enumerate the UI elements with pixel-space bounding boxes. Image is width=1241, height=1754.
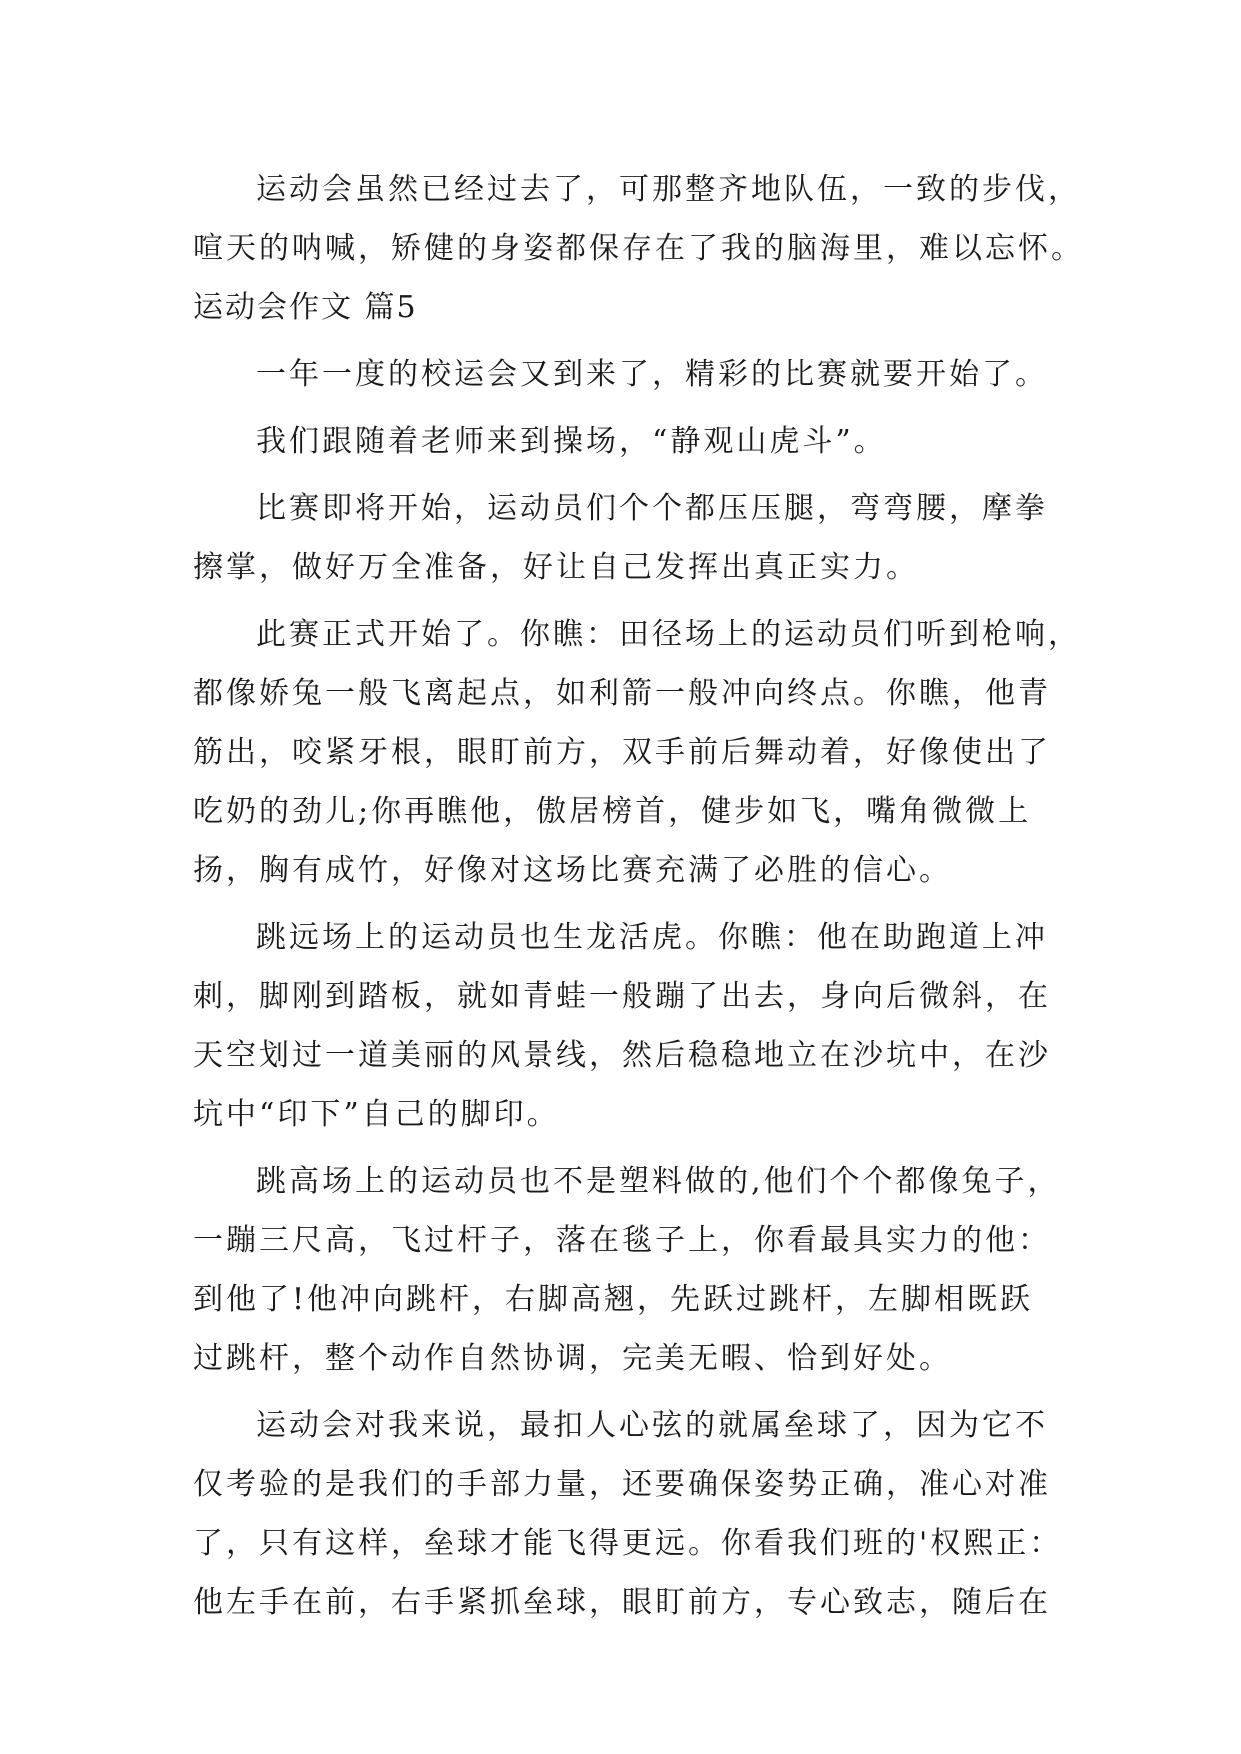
paragraph-line: 坑中“印下”自己的脚印。 [193,1097,560,1132]
document-body [193,160,1084,1632]
paragraph-line: 擦掌，做好万全准备，好让自己发挥出真正实力。 [193,550,919,585]
paragraph-line: 此赛正式开始了。你瞧：田径场上的运动员们听到枪响， [256,617,1081,652]
paragraph-line: 扬，胸有成竹，好像对这场比赛充满了必胜的信心。 [193,853,952,888]
paragraph-line: 到他了!他冲向跳杆，右脚高翘，先跃过跳杆，左脚相既跃 [193,1282,1034,1317]
paragraph-line: 仅考验的是我们的手部力量，还要确保姿势正确，准心对准 [193,1467,1051,1502]
paragraph-line: 一年一度的校运会又到来了，精彩的比赛就要开始了。 [256,357,1048,392]
section-heading: 运动会作文 篇5 [193,290,418,325]
paragraph-line: 了，只有这样，垒球才能飞得更远。你看我们班的'权熙正： [193,1526,1063,1561]
paragraph-line: 我们跟随着老师来到操场，“静观山虎斗”。 [256,424,887,459]
paragraph-line: 喧天的呐喊，矫健的身姿都保存在了我的脑海里，难以忘怀。 [193,231,1084,266]
paragraph-line: 筋出，咬紧牙根，眼盯前方，双手前后舞动着，好像使出了 [193,735,1051,770]
paragraph-line: 刺，脚刚到踏板，就如青蛙一般蹦了出去，身向后微斜，在 [193,979,1051,1014]
paragraph-line: 比赛即将开始，运动员们个个都压压腿，弯弯腰，摩拳 [256,491,1048,526]
paragraph-line: 跳远场上的运动员也生龙活虎。你瞧：他在助跑道上冲 [256,920,1048,955]
paragraph-line: 过跳杆，整个动作自然协调，完美无暇、恰到好处。 [193,1341,952,1376]
paragraph-line: 一蹦三尺高，飞过杆子，落在毯子上，你看最具实力的他： [193,1223,1051,1258]
paragraph-line: 吃奶的劲儿;你再瞧他，傲居榜首，健步如飞，嘴角微微上 [193,794,1032,829]
paragraph-line: 运动会对我来说，最扣人心弦的就属垒球了，因为它不 [256,1408,1048,1443]
paragraph-line: 他左手在前，右手紧抓垒球，眼盯前方，专心致志，随后在 [193,1585,1051,1620]
paragraph-line: 运动会虽然已经过去了，可那整齐地队伍，一致的步伐， [256,172,1081,207]
paragraph-line: 跳高场上的运动员也不是塑料做的,他们个个都像兔子， [256,1164,1061,1199]
paragraph-line: 天空划过一道美丽的风景线，然后稳稳地立在沙坑中，在沙 [193,1038,1051,1073]
paragraph-line: 都像娇兔一般飞离起点，如利箭一般冲向终点。你瞧，他青 [193,676,1051,711]
